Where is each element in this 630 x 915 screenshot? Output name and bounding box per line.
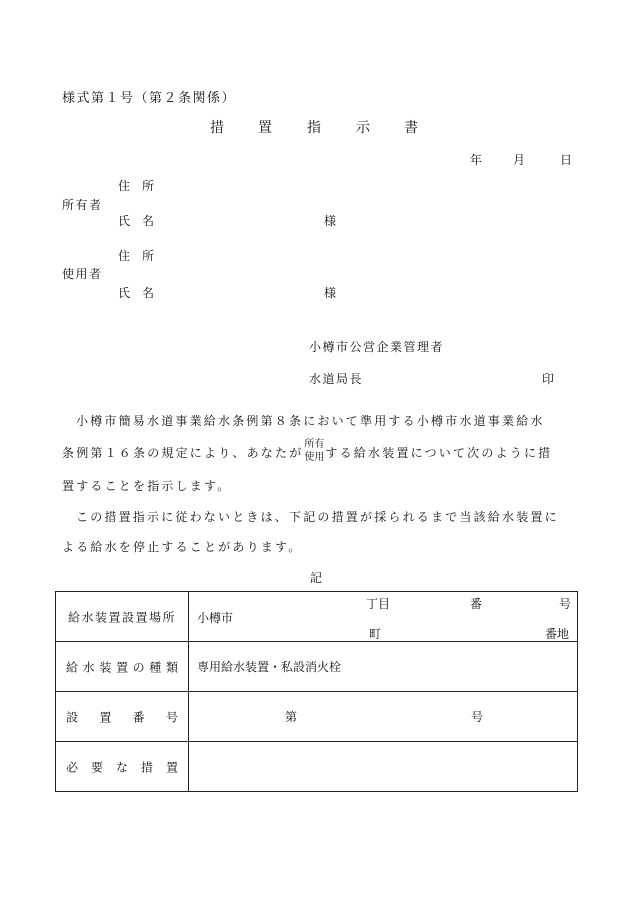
device-type-value: 専用給水装置・私設消火栓: [197, 660, 342, 674]
go-label: 号: [559, 597, 572, 611]
choice-owner: 所有: [304, 439, 325, 450]
paragraph-1-line-3: [62, 480, 582, 492]
paragraph-1-line-2: [62, 441, 582, 466]
title-char: 指: [307, 120, 321, 136]
user-name-label: 氏 名: [118, 286, 155, 300]
paragraph-text: 小樽市簡易水道事業給水条例第８条において準用する小樽市水道事業給水: [76, 414, 545, 428]
owner-honorific: 様: [324, 214, 337, 228]
user-address-label: 住 所: [118, 249, 155, 263]
label-char: 番: [132, 710, 145, 724]
paragraph-2-line-2: [62, 541, 582, 553]
paragraph-1-line-1: [62, 415, 596, 427]
form-number: 様式第１号（第２条関係）: [62, 91, 237, 106]
ban-label: 番: [470, 597, 483, 611]
table-row: [56, 592, 578, 642]
go-label: 号: [471, 710, 484, 724]
installation-number-label-cell: [56, 692, 189, 742]
installation-location-value-cell: [189, 592, 578, 642]
label-char: 号: [165, 710, 178, 724]
label-char: 措: [140, 760, 153, 774]
installation-location-label-cell: [56, 592, 189, 642]
label-char: 装: [99, 660, 112, 674]
title-char: 示: [356, 120, 370, 136]
installation-number-label: [66, 708, 178, 725]
details-table: [55, 591, 578, 792]
issuer-organization: 小樽市公営企業管理者: [309, 340, 445, 354]
label-char: 置: [115, 660, 128, 674]
date-month-label: 月: [513, 153, 526, 167]
machi-label: 町: [369, 627, 382, 641]
device-type-value-cell: [189, 642, 578, 692]
required-measure-value-cell: [189, 742, 578, 792]
seal-label: 印: [542, 372, 555, 386]
user-role-label: 使用者: [62, 267, 103, 281]
label-char: 置: [99, 710, 112, 724]
ki-marker: 記: [310, 571, 323, 585]
issuer-title: 水道局長: [309, 372, 364, 386]
paragraph-text: する給水装置について次のように措: [325, 446, 553, 460]
owner-address-label: 住 所: [118, 179, 155, 193]
table-row: [56, 692, 578, 742]
device-type-label-cell: [56, 642, 189, 692]
owner-user-choice: [304, 439, 324, 464]
banchi-label: 番地: [545, 627, 570, 641]
paragraph-text: この措置指示に従わないときは、下記の措置が採られるまで当該給水装置に: [76, 510, 559, 524]
document-title: [0, 121, 630, 137]
label-char: 置: [165, 760, 178, 774]
city-name: 小樽市: [197, 611, 234, 625]
paragraph-text: 条例第１６条の規定により、あなたが: [62, 446, 304, 460]
user-honorific: 様: [324, 286, 337, 300]
label-char: 水: [82, 660, 95, 674]
title-char: 措: [210, 120, 224, 136]
label-char: な: [115, 760, 128, 774]
paragraph-text: よる給水を停止することがあります。: [62, 540, 303, 554]
owner-name-label: 氏 名: [118, 214, 155, 228]
installation-location-label: [66, 608, 178, 625]
device-type-label: [66, 658, 178, 675]
required-measure-label-cell: [56, 742, 189, 792]
label-text: 給水装置設置場所: [67, 610, 176, 624]
label-char: の: [132, 660, 145, 674]
paragraph-2-line-1: [62, 511, 596, 523]
installation-number-value-cell: [189, 692, 578, 742]
date-year-label: 年: [470, 153, 483, 167]
paragraph-text: 置することを指示します。: [62, 479, 232, 493]
title-char: 置: [258, 120, 272, 136]
owner-role-label: 所有者: [62, 198, 103, 212]
table-row: [56, 642, 578, 692]
dai-label: 第: [285, 710, 298, 724]
date-day-label: 日: [560, 153, 573, 167]
label-char: 設: [66, 710, 79, 724]
label-char: 必: [66, 760, 79, 774]
title-char: 書: [404, 120, 418, 136]
label-char: 給: [66, 660, 79, 674]
label-char: 種: [149, 660, 162, 674]
label-char: 要: [90, 760, 103, 774]
required-measure-label: [66, 758, 178, 775]
choice-user: 使用: [304, 451, 325, 463]
table-row: [56, 742, 578, 792]
label-char: 類: [165, 660, 178, 674]
chome-label: 丁目: [366, 597, 391, 611]
